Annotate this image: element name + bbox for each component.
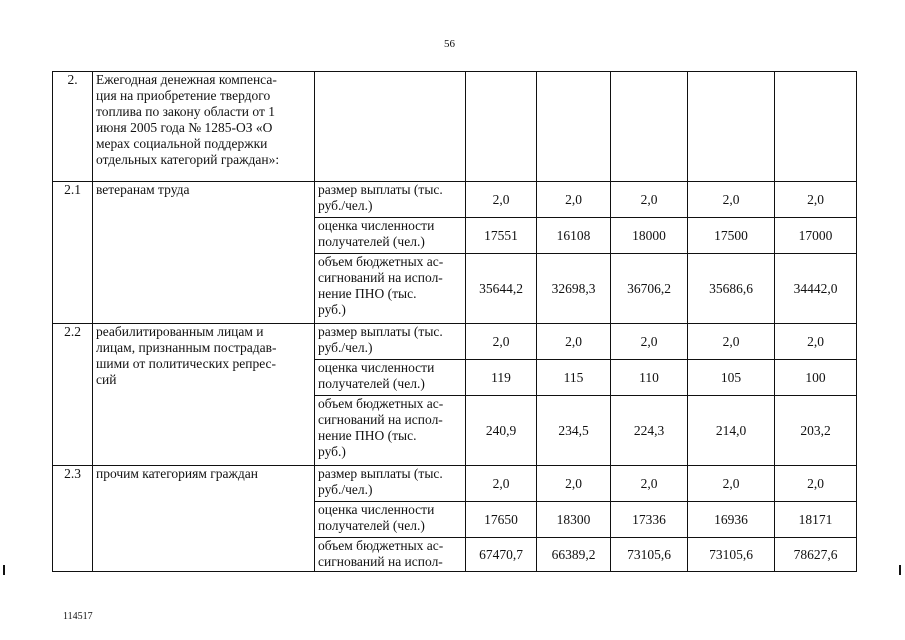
table-row bbox=[53, 72, 857, 182]
table-row bbox=[53, 466, 857, 502]
value-cell: 214,0 bbox=[688, 396, 775, 466]
value-cell: 17650 bbox=[466, 502, 537, 538]
compensation-table bbox=[52, 71, 857, 572]
value-cell: 105 bbox=[688, 360, 775, 396]
group-number: 2.1 bbox=[53, 182, 93, 324]
value-cell: 2,0 bbox=[611, 324, 688, 360]
value-cell: 2,0 bbox=[466, 324, 537, 360]
empty-cell bbox=[775, 72, 857, 182]
value-cell: 2,0 bbox=[775, 466, 857, 502]
empty-cell bbox=[688, 72, 775, 182]
page-number: 56 bbox=[444, 38, 455, 50]
value-cell: 16108 bbox=[537, 218, 611, 254]
value-cell: 2,0 bbox=[775, 324, 857, 360]
value-cell: 17336 bbox=[611, 502, 688, 538]
value-cell: 17000 bbox=[775, 218, 857, 254]
value-cell: 17500 bbox=[688, 218, 775, 254]
group-number: 2.2 bbox=[53, 324, 93, 466]
group-name: прочим категориям граждан bbox=[93, 466, 315, 572]
margin-mark bbox=[3, 565, 5, 575]
value-cell: 73105,6 bbox=[611, 538, 688, 572]
indicator-label: оценка численности получателей (чел.) bbox=[315, 218, 466, 254]
empty-cell bbox=[537, 72, 611, 182]
indicator-label: размер выплаты (тыс. руб./чел.) bbox=[315, 466, 466, 502]
value-cell: 18171 bbox=[775, 502, 857, 538]
value-cell: 2,0 bbox=[611, 182, 688, 218]
value-cell: 2,0 bbox=[537, 182, 611, 218]
empty-cell bbox=[315, 72, 466, 182]
indicator-label: размер выплаты (тыс. руб./чел.) bbox=[315, 324, 466, 360]
value-cell: 2,0 bbox=[688, 466, 775, 502]
group-number: 2.3 bbox=[53, 466, 93, 572]
group-name: реабилитированным лицам и лицам, признанным пострадав- шими от политических репрес- сий bbox=[93, 324, 315, 466]
empty-cell bbox=[466, 72, 537, 182]
value-cell: 66389,2 bbox=[537, 538, 611, 572]
value-cell: 2,0 bbox=[688, 182, 775, 218]
value-cell: 2,0 bbox=[537, 466, 611, 502]
indicator-label: объем бюджетных ас- сигнований на испол- bbox=[315, 538, 466, 572]
empty-cell bbox=[611, 72, 688, 182]
value-cell: 2,0 bbox=[466, 466, 537, 502]
value-cell: 119 bbox=[466, 360, 537, 396]
value-cell: 2,0 bbox=[466, 182, 537, 218]
indicator-label: размер выплаты (тыс. руб./чел.) bbox=[315, 182, 466, 218]
value-cell: 18000 bbox=[611, 218, 688, 254]
value-cell: 2,0 bbox=[537, 324, 611, 360]
indicator-label: оценка численности получателей (чел.) bbox=[315, 502, 466, 538]
table-row bbox=[53, 182, 857, 218]
value-cell: 234,5 bbox=[537, 396, 611, 466]
value-cell: 18300 bbox=[537, 502, 611, 538]
value-cell: 203,2 bbox=[775, 396, 857, 466]
value-cell: 67470,7 bbox=[466, 538, 537, 572]
value-cell: 73105,6 bbox=[688, 538, 775, 572]
value-cell: 32698,3 bbox=[537, 254, 611, 324]
value-cell: 17551 bbox=[466, 218, 537, 254]
value-cell: 100 bbox=[775, 360, 857, 396]
value-cell: 224,3 bbox=[611, 396, 688, 466]
value-cell: 2,0 bbox=[688, 324, 775, 360]
value-cell: 115 bbox=[537, 360, 611, 396]
value-cell: 35644,2 bbox=[466, 254, 537, 324]
row-number: 2. bbox=[53, 72, 93, 182]
indicator-label: объем бюджетных ас- сигнований на испол- нение ПНО (тыс. руб.) bbox=[315, 396, 466, 466]
value-cell: 35686,6 bbox=[688, 254, 775, 324]
row-description: Ежегодная денежная компенса- ция на приобретение твердого топлива по закону области от 1 июня 2005 года № 1285-ОЗ «О мерах социальной поддержки отдельных категорий граждан»: bbox=[93, 72, 315, 182]
margin-mark bbox=[899, 565, 901, 575]
value-cell: 2,0 bbox=[611, 466, 688, 502]
document-id: 114517 bbox=[63, 611, 93, 622]
value-cell: 36706,2 bbox=[611, 254, 688, 324]
indicator-label: оценка численности получателей (чел.) bbox=[315, 360, 466, 396]
value-cell: 2,0 bbox=[775, 182, 857, 218]
value-cell: 78627,6 bbox=[775, 538, 857, 572]
indicator-label: объем бюджетных ас- сигнований на испол- нение ПНО (тыс. руб.) bbox=[315, 254, 466, 324]
group-name: ветеранам труда bbox=[93, 182, 315, 324]
value-cell: 110 bbox=[611, 360, 688, 396]
table-row bbox=[53, 324, 857, 360]
value-cell: 240,9 bbox=[466, 396, 537, 466]
value-cell: 34442,0 bbox=[775, 254, 857, 324]
value-cell: 16936 bbox=[688, 502, 775, 538]
